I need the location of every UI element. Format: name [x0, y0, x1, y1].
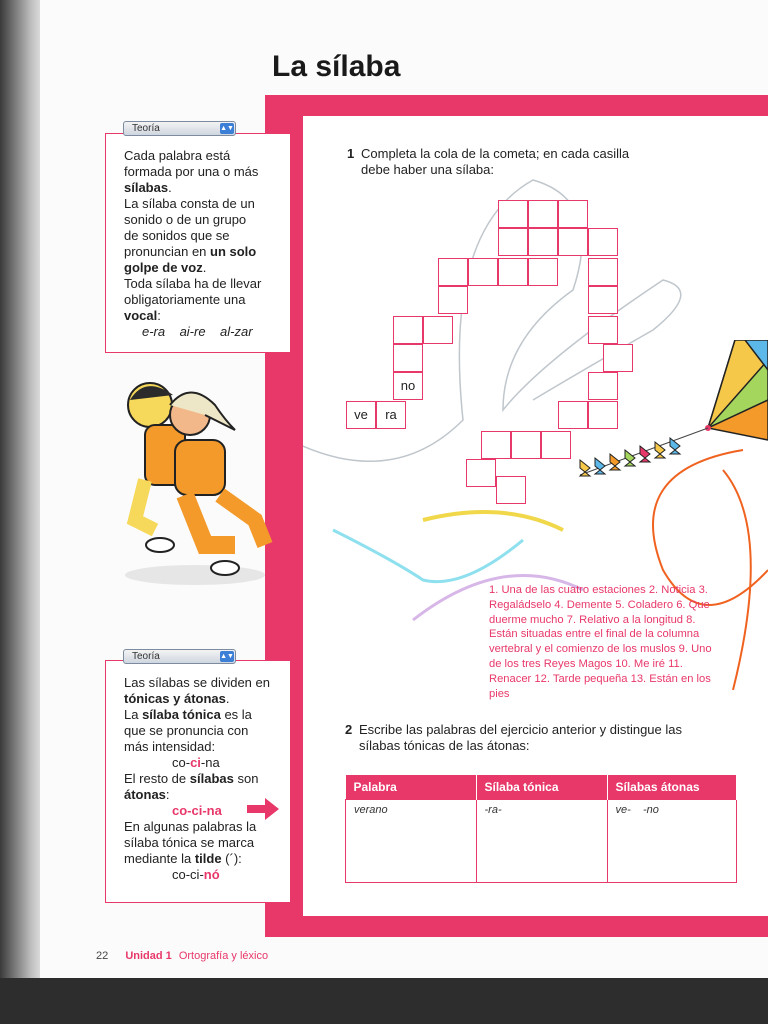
table-cell[interactable]: -ra- [476, 800, 607, 883]
theory1-line: Toda sílaba ha de llevar [124, 276, 262, 291]
unit-label: Unidad 1 [125, 950, 172, 962]
crossword-cell[interactable] [393, 316, 423, 344]
crossword-cell[interactable] [558, 200, 588, 228]
table-header: Palabra [346, 775, 477, 800]
table-header: Sílabas átonas [607, 775, 737, 800]
page-title: La sílaba [272, 50, 401, 83]
crossword-cell[interactable] [588, 258, 618, 286]
theory2-example: co-ci-na [172, 755, 220, 770]
crossword-cell[interactable] [588, 286, 618, 314]
crossword-cell[interactable] [498, 228, 528, 256]
crossword-clues: 1. Una de las cuatro estaciones 2. Noticia 3. Regaládselo 4. Demente 5. Coladero 6. Que duerme mucho 7. Relativo a la longitud 8. Están situadas entre el final de la columna vertebral y el comienzo de los muslos 9. Uno de los tres Reyes Magos 10. Me iré 11. Renacer 12. Tarde pequeña 13. Están en los pies [489, 584, 712, 700]
kids-illustration [105, 370, 285, 590]
table-cell[interactable]: ve- -no [607, 800, 737, 883]
kite-illustration [575, 340, 768, 490]
crossword-cell[interactable] [481, 431, 511, 459]
crossword-cell[interactable] [496, 476, 526, 504]
theory1-line: formada por una o más [124, 164, 259, 179]
theory-tab-label: Teoría [132, 651, 160, 662]
subject-label: Ortografía y léxico [178, 950, 269, 962]
crossword-cell[interactable] [528, 258, 558, 286]
theory-tab-1[interactable] [123, 121, 236, 136]
page-number: 22 [96, 950, 109, 962]
crossword-cell[interactable] [423, 316, 453, 344]
theory-tab-2[interactable] [123, 649, 236, 664]
crossword-cell[interactable] [528, 200, 558, 228]
crossword-cell[interactable] [438, 286, 468, 314]
crossword-cell[interactable]: no [393, 372, 423, 400]
table-row [346, 800, 737, 883]
crossword-cell[interactable] [511, 431, 541, 459]
theory2-line: tónicas y átonas. [124, 691, 230, 706]
theory2-line: Las sílabas se dividen en [124, 675, 270, 690]
crossword-cell[interactable] [541, 431, 571, 459]
crossword-cell[interactable] [466, 459, 496, 487]
theory2-line: La sílaba tónica es la [124, 707, 252, 722]
theory-tab-label: Teoría [132, 123, 160, 134]
theory1-line: vocal: [124, 308, 161, 323]
syllable-table [345, 775, 737, 883]
theory1-line: pronuncian en un solo [124, 244, 257, 259]
theory1-line: obligatoriamente una [124, 292, 246, 307]
theory2-line: sílaba tónica se marca [124, 835, 255, 850]
theory1-line: sonido o de un grupo [124, 212, 247, 227]
theory2-line: En algunas palabras la [124, 819, 257, 834]
spinner-icon: ▲▼ [220, 653, 234, 660]
theory2-line: El resto de sílabas son [124, 771, 259, 786]
page-gutter-shadow [0, 0, 44, 1024]
theory1-line: Cada palabra está [124, 148, 231, 163]
spinner-icon: ▲▼ [220, 125, 234, 132]
exercise-1-instruction: 1 Completa la cola de la cometa; en cada casilla debe haber una sílaba: [347, 146, 630, 177]
theory2-line: mediante la tilde (´): [124, 851, 242, 866]
exercise-2-instruction: 2 Escribe las palabras del ejercicio anterior y distingue las sílabas tónicas de las átonas: [345, 722, 682, 753]
crossword-cell[interactable] [498, 200, 528, 228]
crossword-cell[interactable] [468, 258, 498, 286]
theory2-line: que se pronuncia con [124, 723, 249, 738]
theory2-line: átonas: [124, 787, 170, 802]
theory2-line: más intensidad: [124, 739, 216, 754]
page-footer [96, 950, 268, 962]
crossword-cell[interactable] [498, 258, 528, 286]
theory1-line: sílabas. [124, 180, 172, 195]
theory-box-2 [105, 660, 291, 903]
crossword-cell[interactable]: ra [376, 401, 406, 429]
arrow-right-icon [245, 796, 281, 822]
crossword-cell[interactable] [393, 344, 423, 372]
crossword-cell[interactable] [558, 228, 588, 256]
page-bottom-edge [0, 978, 768, 1024]
crossword-cell[interactable] [528, 228, 558, 256]
theory2-example: co-ci-na [172, 803, 222, 818]
theory1-line: golpe de voz. [124, 260, 207, 275]
table-cell[interactable]: verano [346, 800, 477, 883]
theory1-line: de sonidos que se [124, 228, 230, 243]
theory1-examples: e-ra ai-re al-zar [142, 324, 253, 339]
crossword-cell[interactable] [438, 258, 468, 286]
theory2-example: co-ci-nó [172, 867, 220, 882]
crossword-cell[interactable] [588, 228, 618, 256]
table-header: Sílaba tónica [476, 775, 607, 800]
crossword-cell[interactable]: ve [346, 401, 376, 429]
theory-box-1 [105, 133, 291, 353]
theory1-line: La sílaba consta de un [124, 196, 255, 211]
